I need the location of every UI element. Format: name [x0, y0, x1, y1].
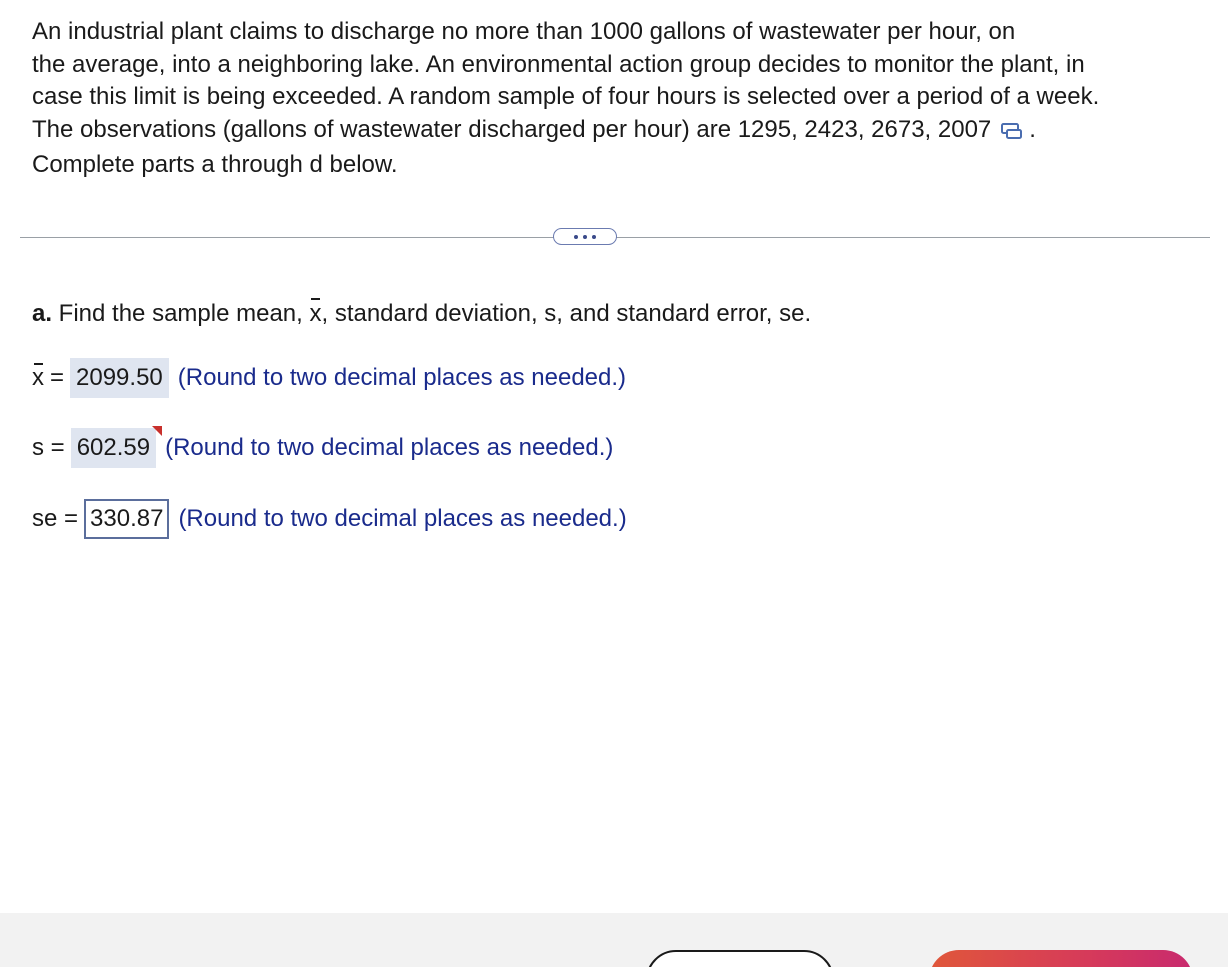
footer-bar [0, 913, 1228, 967]
problem-statement [32, 16, 1202, 182]
problem-line-4: The observations (gallons of wastewater discharged per hour) are 1295, 2423, 2673, 2007 [32, 115, 992, 143]
problem-line-5: Complete parts a through d below. [32, 151, 398, 178]
problem-line-4-end: . [1029, 115, 1036, 143]
expand-more-button[interactable] [553, 228, 617, 245]
secondary-action-button[interactable] [646, 950, 834, 967]
se-label: se = [32, 505, 79, 532]
mean-round-hint: (Round to two decimal places as needed.) [177, 364, 627, 391]
se-round-hint: (Round to two decimal places as needed.) [178, 505, 627, 532]
problem-line-3: case this limit is being exceeded. A random sample of four hours is selected over a period of a week. [32, 83, 1100, 110]
part-a-label: a. [32, 300, 53, 327]
copy-data-icon[interactable] [1001, 117, 1023, 150]
incorrect-flag-icon [152, 426, 162, 436]
problem-line-1: An industrial plant claims to discharge no more than 1000 gallons of wastewater per hour, on [32, 18, 1016, 45]
sd-label: s = [32, 434, 65, 461]
mean-label: x = [32, 364, 65, 391]
part-a-question: a. Find the sample mean, x, standard deviation, s, and standard error, se. [32, 298, 811, 330]
xbar-symbol: x [309, 298, 321, 330]
se-answer-input[interactable]: 330.87 [84, 499, 169, 539]
sd-answer-row [32, 428, 613, 468]
problem-line-2: the average, into a neighboring lake. An environmental action group decides to monitor the plant, in [32, 50, 1085, 78]
sd-answer-field[interactable]: 602.59 [71, 428, 156, 468]
primary-action-button[interactable] [929, 950, 1193, 967]
ellipsis-icon [574, 235, 578, 239]
mean-answer-field[interactable]: 2099.50 [70, 358, 169, 398]
mean-answer-row [32, 358, 626, 398]
se-answer-row [32, 499, 627, 539]
sd-round-hint: (Round to two decimal places as needed.) [165, 434, 614, 461]
